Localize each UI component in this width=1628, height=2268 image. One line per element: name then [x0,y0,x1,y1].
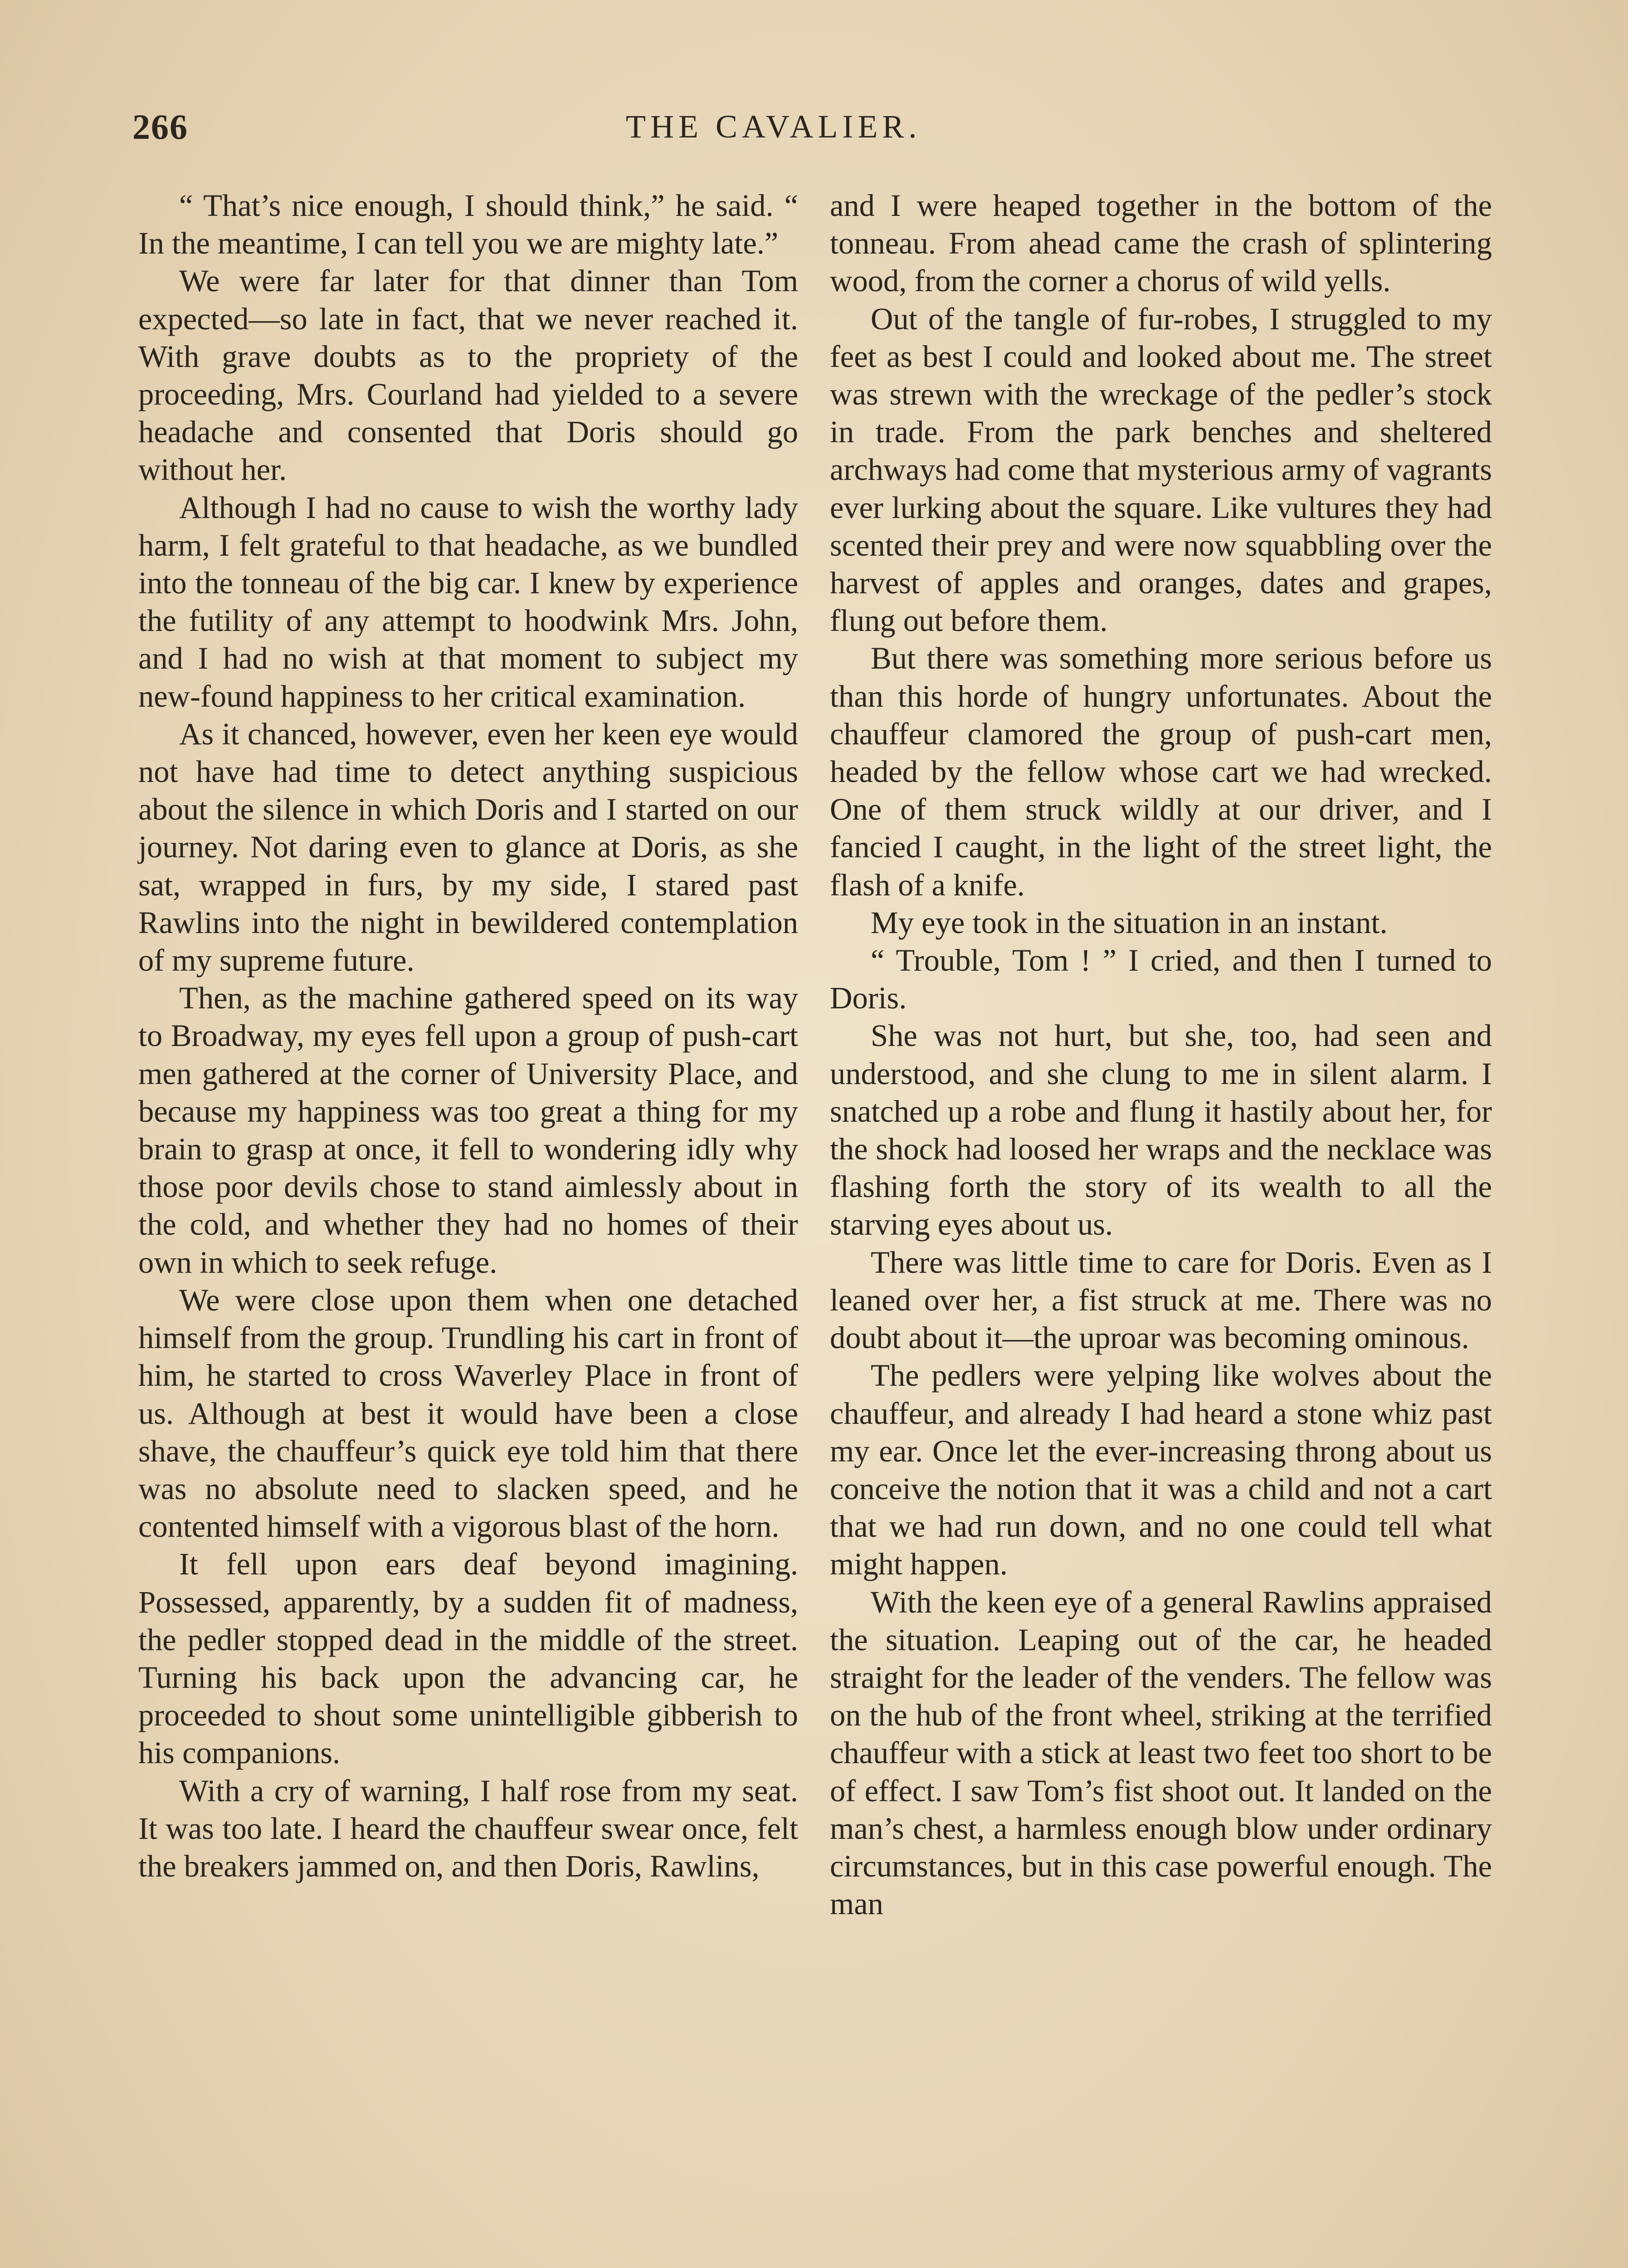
paragraph: With the keen eye of a general Rawlins appraised the situation. Leaping out of the car, he headed straight for the leader of the venders. The fellow was on the hub of the front wheel, striking at the terrified chauffeur with a stick at least two feet too short to be of effect. I saw Tom’s fist shoot out. It landed on the man’s chest, a harmless enough blow under ordinary circumstances, but in this case powerful enough. The man [830,1584,1492,1921]
paragraph: There was little time to care for Doris. Even as I leaned over her, a fist struck at me. There was no doubt about it—the uproar was becoming ominous. [830,1245,1492,1355]
paragraph: It fell upon ears deaf beyond imagining. Possessed, apparently, by a sudden fit of madness, the pedler stopped dead in the middle of the street. Turning his back upon the advancing car, he proceeded to shout some unintelligible gibberish to his companions. [138,1547,798,1770]
paragraph: My eye took in the situation in an instant. [871,905,1388,940]
paragraph: “ Trouble, Tom ! ” I cried, and then I turned to Doris. [830,943,1492,1016]
paragraph: Although I had no cause to wish the worthy lady harm, I felt grateful to that headache, as we bundled into the tonneau of the big car. I knew by experience the futility of any attempt to hoodwink Mrs. John, and I had no wish at that moment to subject my new-found happiness to her critical examination. [138,490,798,714]
page-number: 266 [132,107,188,147]
paragraph: We were close upon them when one detached himself from the group. Trundling his cart in front of him, he started to cross Waverley Place in front of us. Although at best it would have been a close shave, the chauffeur’s quick eye told him that there was no absolute need to slacken speed, and he contented himself with a vigorous blast of the horn. [138,1282,798,1544]
left-column [138,187,798,1885]
paragraph: She was not hurt, but she, too, had seen and understood, and she clung to me in silent alarm. I snatched up a robe and flung it hastily about her, for the shock had loosed her wraps and the necklace was flashing forth the story of its wealth to all the starving eyes about us. [830,1018,1492,1242]
paragraph: Then, as the machine gathered speed on its way to Broadway, my eyes fell upon a group of push-cart men gathered at the corner of University Place, and because my happiness was too great a thing for my brain to grasp at once, it fell to wondering idly why those poor devils chose to stand aimlessly about in the cold, and whether they had no homes of their own in which to seek refuge. [138,981,798,1280]
running-head: THE CAVALIER. [626,108,921,145]
paragraph: Out of the tangle of fur-robes, I struggled to my feet as best I could and looked about me. The street was strewn with the wreckage of the pedler’s stock in trade. From the park benches and sheltered archways had come that mysterious army of vagrants ever lurking about the square. Like vultures they had scented their prey and were now squabbling over the harvest of apples and oranges, dates and grapes, flung out before them. [830,301,1492,638]
paragraph: The pedlers were yelping like wolves about the chauffeur, and already I had heard a stone whiz past my ear. Once let the ever-increasing throng about us conceive the notion that it was a child and not a cart that we had run down, and no one could tell what might happen. [830,1358,1492,1582]
paragraph: “ That’s nice enough, I should think,” he said. “ In the meantime, I can tell you we are mighty late.” [138,188,798,261]
paragraph: We were far later for that dinner than Tom expected—so late in fact, that we never reached it. With grave doubts as to the propriety of the proceeding, Mrs. Courland had yielded to a severe headache and consented that Doris should go without her. [138,264,798,487]
paragraph: As it chanced, however, even her keen eye would not have had time to detect anything suspicious about the silence in which Doris and I started on our journey. Not daring even to glance at Doris, as she sat, wrapped in furs, by my side, I stared past Rawlins into the night in bewildered contemplation of my supreme future. [138,716,798,978]
right-column [830,187,1492,1923]
paragraph: With a cry of warning, I half rose from my seat. It was too late. I heard the chauffeur swear once, felt the breakers jammed on, and then Doris, Rawlins, [138,1773,798,1883]
paragraph: But there was something more serious before us than this horde of hungry unfortunates. About the chauffeur clamored the group of push-cart men, headed by the fellow whose cart we had wrecked. One of them struck wildly at our driver, and I fancied I caught, in the light of the street light, the flash of a knife. [830,641,1492,902]
paragraph-continued: and I were heaped together in the bottom of the tonneau. From ahead came the crash of splintering wood, from the corner a chorus of wild yells. [830,188,1492,298]
